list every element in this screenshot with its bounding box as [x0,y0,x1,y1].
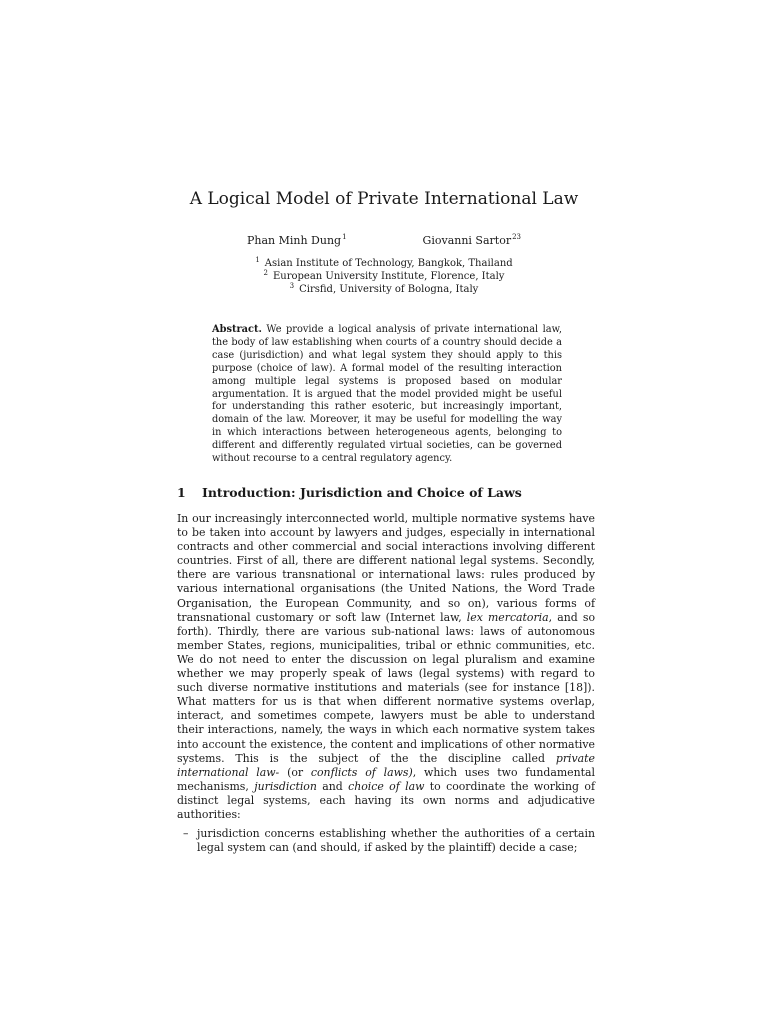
author-1 [247,233,347,249]
affiliation-mark: 3 [289,282,295,290]
body-text-run: to coordinate the working of distinct legal systems, each having its own norms and adjudicative authorities: [177,779,595,821]
body-emphasis: conflicts of laws) [310,765,413,779]
paper-title: A Logical Model of Private International Law [189,189,579,209]
abstract-label: Abstract. [212,324,262,335]
author-affiliation-mark: 23 [512,233,522,241]
body-text-run: In our increasingly interconnected world, multiple normative systems have to be taken into account by lawyers and judges, especially in international contracts and other commercial and social interactions involving different countries. First of all, there are different national legal systems. Secondly, there are various transnational or international laws: rules produced by various international organisations (the United Nations, the Word Trade Organisation, the European Community, and so on), various forms of transnational customary or soft law (Internet law, [177,512,595,624]
section-title: Introduction: Jurisdiction and Choice of Laws [202,485,522,500]
affiliation-text: Asian Institute of Technology, Bangkok, Thailand [264,258,513,269]
affiliation-3 [0,283,768,296]
affiliation-text: European University Institute, Florence, Italy [272,271,505,282]
body-emphasis: jurisdiction [254,779,317,793]
list-item [177,827,595,855]
affiliation-2 [0,270,768,283]
body-paragraph [177,512,595,822]
affiliation-1 [0,257,768,270]
abstract-text: We provide a logical analysis of private international law, the body of law establishing when courts of a country should decide a case (jurisdiction) and what legal system they should apply to this purpose (choice of law). A formal model of the resulting interaction among multiple legal systems is proposed based on modular argumentation. It is argued that the model provided might be useful for understanding this rather esoteric, but increasingly important, domain of the law. Moreover, it may be useful for modelling the way in which interactions between heterogeneous agents, belonging to different and differently regulated virtual societies, can be governed without recourse to a central regulatory agency. [212,324,562,465]
body-text-run: and [316,779,349,793]
author-name: Phan Minh Dung [246,234,342,247]
affiliation-list [0,257,768,296]
body-emphasis: private international law- [177,751,595,779]
body-text-run: , and so forth). Thirdly, there are various sub-national laws: laws of autonomous member States, regions, municipalities, tribal or ethnic communities, etc. We do not need to enter the discussion on legal pluralism and examine whether we may properly speak of laws (legal systems) with regard to such diverse normative institutions and materials (see for instance [18]). What matters for us is that when different normative systems overlap, interact, and sometimes compete, lawyers must be able to understand their interactions, namely, the ways in which each normative system takes into account the existence, the content and implications of other normative systems. This is the subject of the the discipline called [177,610,596,765]
body-text-run: , which uses two fundamental mechanisms, [177,765,595,793]
body-emphasis: choice of law [348,779,425,793]
section-heading [177,485,522,501]
affiliation-mark: 2 [263,269,268,277]
author-name: Giovanni Sartor [422,234,512,247]
dash-bullet: – [183,827,189,841]
section-body [177,512,595,855]
bullet-list [177,827,595,855]
affiliation-mark: 1 [255,256,260,264]
section-number: 1 [177,485,186,500]
author-2 [423,233,521,249]
author-affiliation-mark: 1 [342,233,347,241]
author-list [0,233,768,249]
body-text-run: (or [279,765,311,779]
body-emphasis: lex mercatoria [466,610,549,624]
affiliation-text: Cirsfid, University of Bologna, Italy [299,284,479,295]
abstract [212,324,562,466]
list-item-text: jurisdiction concerns establishing whether the authorities of a certain legal system can (and should, if asked by the plaintiff) decide a case; [197,827,595,855]
